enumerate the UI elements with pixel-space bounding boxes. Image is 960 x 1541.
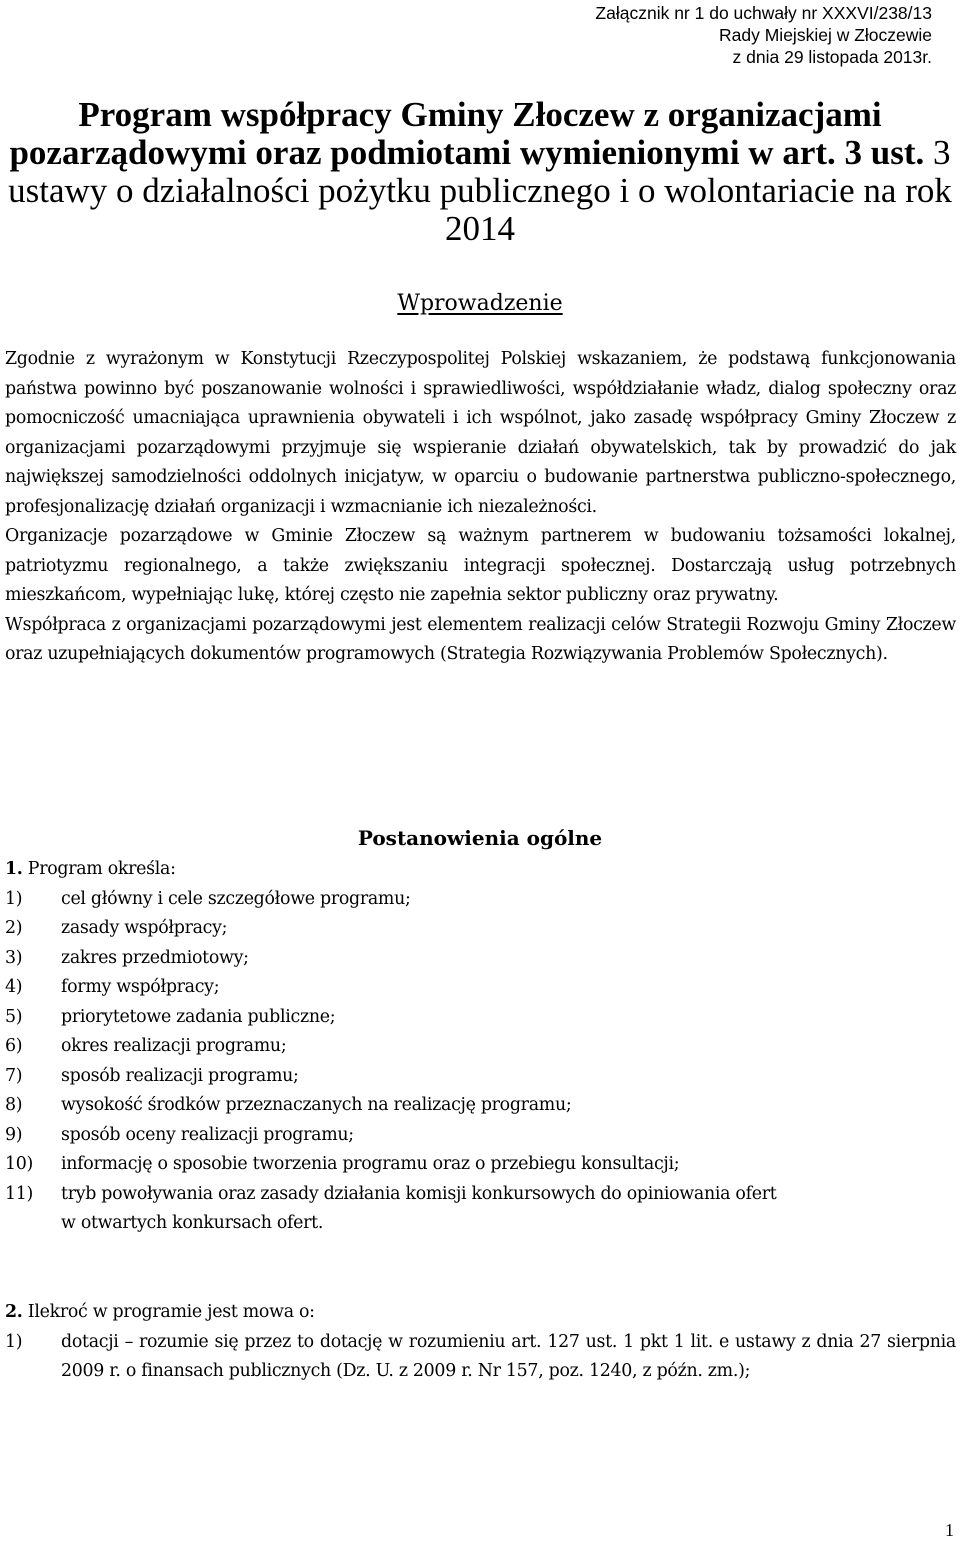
- list-item-number: 7): [5, 1065, 23, 1086]
- list-item-number: 5): [5, 1006, 23, 1027]
- list-item: [5, 1180, 956, 1239]
- annex-line-1: Załącznik nr 1 do uchwały nr XXXVI/238/13: [595, 3, 932, 23]
- definitions-section: [5, 1298, 956, 1387]
- list-item: [5, 944, 956, 974]
- annex-line-2: Rady Miejskiej w Złoczewie: [719, 25, 932, 45]
- document-title: [0, 96, 960, 248]
- list-item: [5, 1121, 956, 1151]
- annex-header: [500, 2, 932, 68]
- list-item: [5, 973, 956, 1003]
- list-item-text: formy współpracy;: [61, 977, 220, 997]
- title-normal-part: 3 ustawy o działalności pożytku publicznego i o wolontariacie na rok 2014: [8, 133, 952, 248]
- list-item: [5, 885, 956, 915]
- intro-heading: Wprowadzenie: [397, 291, 563, 316]
- definition-item: [5, 1328, 956, 1387]
- list-item-number: 8): [5, 1095, 23, 1115]
- definition-number: 1): [5, 1331, 23, 1352]
- intro-section: [5, 345, 956, 670]
- intro-paragraph-3: Współpraca z organizacjami pozarządowymi jest elementem realizacji celów Strategii Rozwoju Gminy Złoczew oraz uzupełniających dokumentów programowych (Strategia Rozwiązywania Problemów Społecznych).: [5, 614, 956, 664]
- page-number: 1: [945, 1520, 954, 1540]
- list-item-number: 10): [5, 1154, 34, 1174]
- list-item: [5, 1003, 956, 1033]
- list-item-number: 11): [5, 1183, 34, 1204]
- point-1-number: 1.: [5, 859, 23, 879]
- point-2: [5, 1298, 956, 1328]
- general-provisions-heading: Postanowienia ogólne: [357, 826, 603, 850]
- list-item-text: cel główny i cele szczegółowe programu;: [61, 888, 411, 909]
- list-item-11-text-b: w otwartych konkursach ofert.: [61, 1213, 324, 1233]
- intro-paragraph-2: Organizacje pozarządowe w Gminie Złoczew są ważnym partnerem w budowaniu tożsamości lokalnej, patriotyzmu regionalnego, a także zwiększaniu integracji społecznej. Dostarczają usług potrzebnych mieszkańcom, wypełniając lukę, której często nie zapełnia sektor publiczny oraz prywatny.: [5, 526, 956, 605]
- list-item-number: 3): [5, 947, 23, 968]
- point-2-text: Ilekroć w programie jest mowa o:: [22, 1302, 315, 1322]
- list-item-number: 1): [5, 888, 23, 909]
- list-item-text: sposób realizacji programu;: [61, 1065, 299, 1086]
- list-item-number: 2): [5, 918, 23, 938]
- list-item: [5, 1150, 956, 1180]
- list-item-text: zakres przedmiotowy;: [61, 947, 249, 968]
- list-item-text: priorytetowe zadania publiczne;: [61, 1006, 336, 1027]
- list-item: [5, 1091, 956, 1121]
- list-item: [5, 1032, 956, 1062]
- point-2-number: 2.: [5, 1302, 23, 1322]
- point-1: [5, 855, 956, 885]
- list-item-number: 4): [5, 977, 23, 997]
- list-item-text: sposób oceny realizacji programu;: [61, 1124, 354, 1145]
- intro-paragraph-1: Zgodnie z wyrażonym w Konstytucji Rzeczypospolitej Polskiej wskazaniem, że podstawą funkcjonowania państwa powinno być poszanowanie wolności i sprawiedliwości, współdziałanie władz, dialog społeczny oraz pomocniczość umacniająca uprawnienia obywateli i ich wspólnot, jako zasadę współpracy Gminy Złoczew z organizacjami pozarządowymi przyjmuje się wspieranie działań obywatelskich, tak by prowadzić do jak największej samodzielności oddolnych inicjatyw, w oparciu o budowanie partnerstwa publiczno-społecznego, profesjonalizację działań organizacji i wzmacnianie ich niezależności.: [5, 349, 956, 517]
- definition-text: dotacji – rozumie się przez to dotację w rozumieniu art. 127 ust. 1 pkt 1 lit. e ustawy z dnia 27 sierpnia 2009 r. o finansach publicznych (Dz. U. z 2009 r. Nr 157, poz. 1240, z późn. zm.);: [61, 1331, 956, 1381]
- list-item-text: zasady współpracy;: [61, 918, 228, 938]
- general-section: [5, 855, 956, 1239]
- list-item: [5, 914, 956, 944]
- program-scope-list: [5, 885, 956, 1239]
- list-item: [5, 1062, 956, 1092]
- list-item-text: okres realizacji programu;: [61, 1036, 287, 1056]
- point-1-text: Program określa:: [22, 859, 176, 879]
- list-item-number: 9): [5, 1124, 23, 1145]
- list-item-11-text-a: tryb powoływania oraz zasady działania komisji konkursowych do opiniowania ofert: [61, 1183, 777, 1204]
- annex-line-3: z dnia 29 listopada 2013r.: [732, 47, 932, 67]
- list-item-text: informację o sposobie tworzenia programu oraz o przebiegu konsultacji;: [61, 1154, 680, 1174]
- list-item-number: 6): [5, 1036, 23, 1056]
- list-item-text: wysokość środków przeznaczanych na realizację programu;: [61, 1095, 572, 1115]
- list-item-text: [61, 1180, 956, 1239]
- title-bold-part: Program współpracy Gminy Złoczew z organizacjami pozarządowymi oraz podmiotami wymienionymi w art. 3 ust.: [9, 95, 925, 172]
